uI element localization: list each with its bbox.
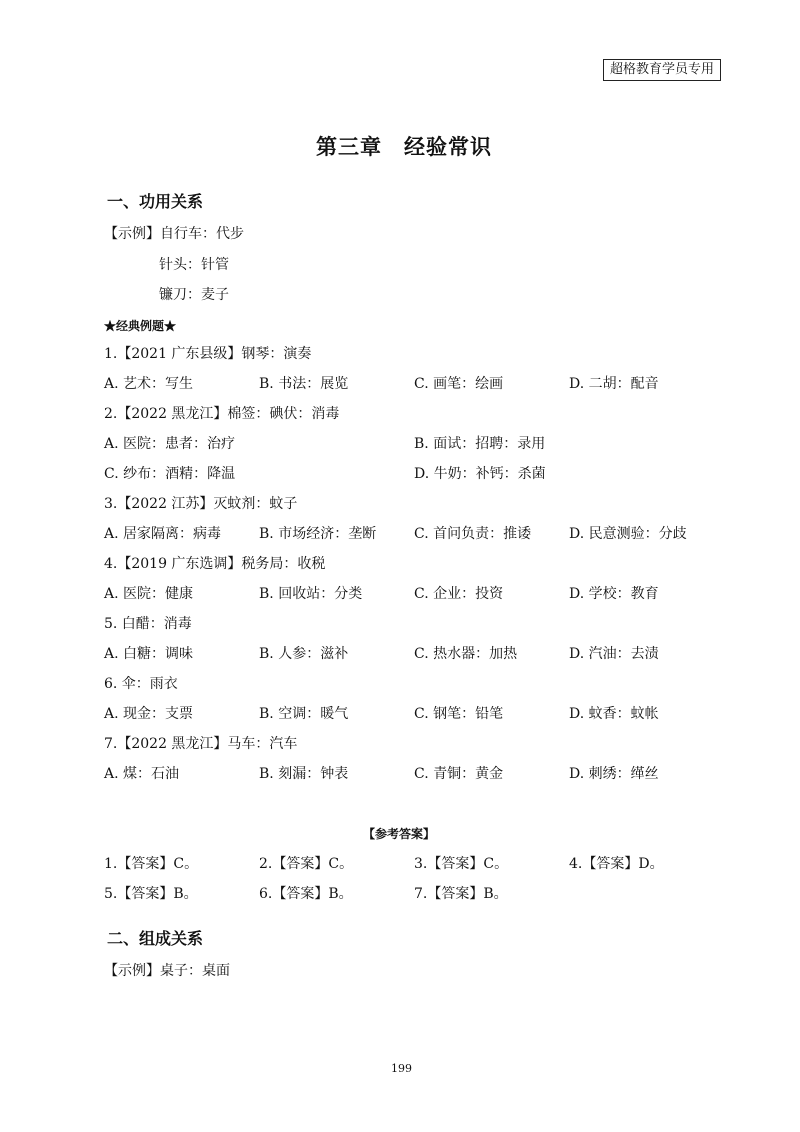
section-heading-functional: 一、功用关系	[107, 192, 204, 211]
answer-item: 2.【答案】C。	[259, 856, 354, 872]
question-option: C. 企业：投资	[414, 586, 504, 602]
question-option: A. 医院：患者：治疗	[104, 436, 236, 452]
answer-item: 4.【答案】D。	[569, 856, 664, 872]
question-option: C. 热水器：加热	[414, 646, 518, 662]
question-option: B. 市场经济：垄断	[259, 526, 377, 542]
question-stem: 5. 白醋：消毒	[104, 616, 192, 632]
example-label: 【示例】自行车：代步	[104, 226, 244, 242]
question-option: C. 首问负责：推诿	[414, 526, 532, 542]
page-number: 199	[391, 1062, 412, 1075]
answer-item: 3.【答案】C。	[414, 856, 509, 872]
question-stem: 1.【2021 广东县级】钢琴：演奏	[104, 346, 312, 362]
question-option: D. 牛奶：补钙：杀菌	[414, 466, 546, 482]
question-option: B. 人参：滋补	[259, 646, 349, 662]
question-option: A. 现金：支票	[104, 706, 194, 722]
question-option: A. 居家隔离：病毒	[104, 526, 222, 542]
question-stem: 4.【2019 广东选调】税务局：收税	[104, 556, 326, 572]
question-option: A. 艺术：写生	[104, 376, 194, 392]
question-stem: 3.【2022 江苏】灭蚊剂：蚊子	[104, 496, 298, 512]
example-line: 针头：针管	[159, 257, 229, 273]
question-option: C. 钢笔：铅笔	[414, 706, 504, 722]
answer-item: 1.【答案】C。	[104, 856, 199, 872]
question-option: A. 白糖：调味	[104, 646, 194, 662]
question-option: B. 刻漏：钟表	[259, 766, 349, 782]
question-option: A. 医院：健康	[104, 586, 194, 602]
question-option: D. 汽油：去渍	[569, 646, 659, 662]
answer-item: 5.【答案】B。	[104, 886, 198, 902]
chapter-title: 第三章 经验常识	[316, 134, 492, 159]
question-stem: 7.【2022 黑龙江】马车：汽车	[104, 736, 298, 752]
question-option: A. 煤：石油	[104, 766, 180, 782]
answer-item: 7.【答案】B。	[414, 886, 508, 902]
classic-questions-label: ★经典例题★	[104, 319, 177, 333]
example-line: 镰刀：麦子	[159, 287, 229, 303]
section-heading-composition: 二、组成关系	[107, 929, 204, 948]
question-option: D. 蚊香：蚊帐	[569, 706, 659, 722]
question-stem: 2.【2022 黑龙江】棉签：碘伏：消毒	[104, 406, 340, 422]
question-option: C. 画笔：绘画	[414, 376, 504, 392]
example-label: 【示例】桌子：桌面	[104, 963, 230, 979]
question-option: B. 空调：暖气	[259, 706, 349, 722]
question-option: B. 书法：展览	[259, 376, 349, 392]
answers-heading: 【参考答案】	[363, 827, 436, 841]
question-option: B. 面试：招聘：录用	[414, 436, 546, 452]
header-badge: 超格教育学员专用	[603, 59, 721, 81]
question-option: C. 纱布：酒精：降温	[104, 466, 236, 482]
question-option: C. 青铜：黄金	[414, 766, 504, 782]
question-option: D. 二胡：配音	[569, 376, 659, 392]
answer-item: 6.【答案】B。	[259, 886, 353, 902]
question-option: D. 民意测验：分歧	[569, 526, 687, 542]
question-option: B. 回收站：分类	[259, 586, 363, 602]
question-option: D. 刺绣：缂丝	[569, 766, 659, 782]
question-stem: 6. 伞：雨衣	[104, 676, 178, 692]
question-option: D. 学校：教育	[569, 586, 659, 602]
